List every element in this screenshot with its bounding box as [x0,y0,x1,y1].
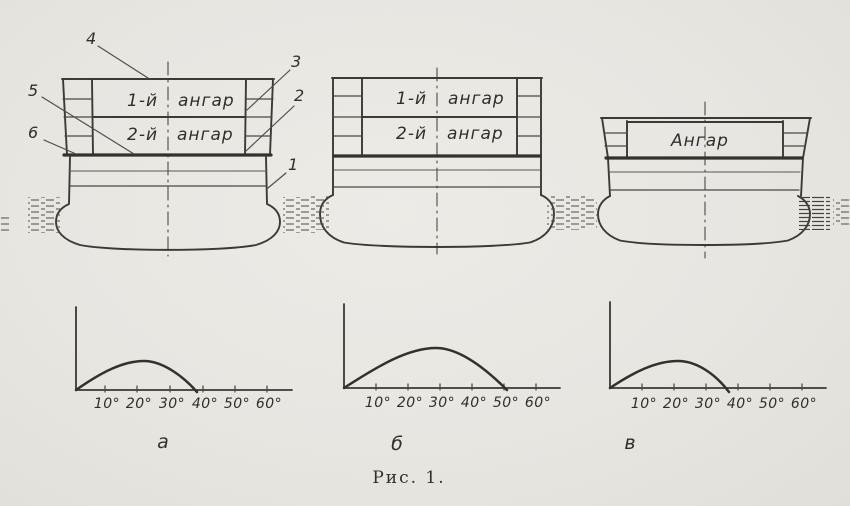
x-tick-label: 10° [93,396,121,412]
waterline-hatch-left-of-a [28,197,61,233]
waterline-hatch-far-right [833,199,850,225]
callout-2 [246,86,304,151]
hangar2-label-a-right: ангар [177,125,234,145]
x-tick-label: 40° [460,395,488,411]
x-tick-label: 50° [223,396,251,412]
x-tick-label: 60° [255,396,283,412]
x-tick-label: 20° [125,396,153,412]
waterline-hatch-page-edge [0,216,10,234]
waterline-hatch-left-of-v [563,198,597,228]
hangar2-label-b-right: ангар [447,124,504,144]
hangar-label-v: Ангар [671,131,729,151]
x-tick-label: 50° [758,396,786,412]
x-tick-label: 30° [428,395,456,411]
callout-6-leader [44,140,76,154]
hangar2-label-a-left: 2-й [127,125,158,145]
x-tick-label: 10° [630,396,658,412]
stability-curve-chart-a [76,307,292,453]
callout-3-label: 3 [291,52,302,71]
x-ticks-a [105,386,267,392]
x-tick-label: 60° [790,396,818,412]
waterline-hatch-block-right-of-v [799,196,830,230]
callout-4-leader [98,46,148,78]
callout-4-label: 4 [86,29,97,48]
hangar1-label-a-right: ангар [178,91,235,111]
x-tick-label: 30° [694,396,722,412]
curve-b [344,348,507,390]
panel-letter-v: в [624,432,636,454]
callout-1-leader [268,173,286,188]
x-tick-label: 10° [364,395,392,411]
callout-6 [28,123,76,154]
callout-6-label: 6 [28,123,39,142]
callout-4 [86,29,148,78]
hull-bulge-v [598,196,810,245]
stability-curve-chart-b [344,304,560,455]
panel-letter-a: а [157,431,169,453]
ship-section-b [301,68,585,254]
hangar1-label-b-right: ангар [448,89,505,109]
callout-2-label: 2 [294,86,305,105]
callout-1-label: 1 [288,155,299,174]
x-tick-label: 40° [726,396,754,412]
hangar2-label-b-left: 2-й [396,124,427,144]
x-tick-label: 20° [662,396,690,412]
stability-curve-chart-v [610,302,826,454]
x-tick-label: 40° [191,396,219,412]
x-tick-label: 60° [524,395,552,411]
callout-1 [268,155,298,188]
hangar1-label-a-left: 1-й [127,91,158,111]
callout-3-leader [247,70,290,110]
hangar1-label-b-left: 1-й [396,89,427,109]
x-tick-label: 20° [396,395,424,411]
x-tick-label: 30° [158,396,186,412]
figure-caption: Рис. 1. [372,468,446,488]
x-ticks-b [376,384,536,390]
x-tick-label: 50° [492,395,520,411]
ship-section-a [0,29,315,256]
ship-section-v [563,102,850,258]
callout-5-label: 5 [28,81,39,100]
panel-letter-b: б [391,433,403,455]
waterline-hatch-left-of-b [301,196,329,230]
